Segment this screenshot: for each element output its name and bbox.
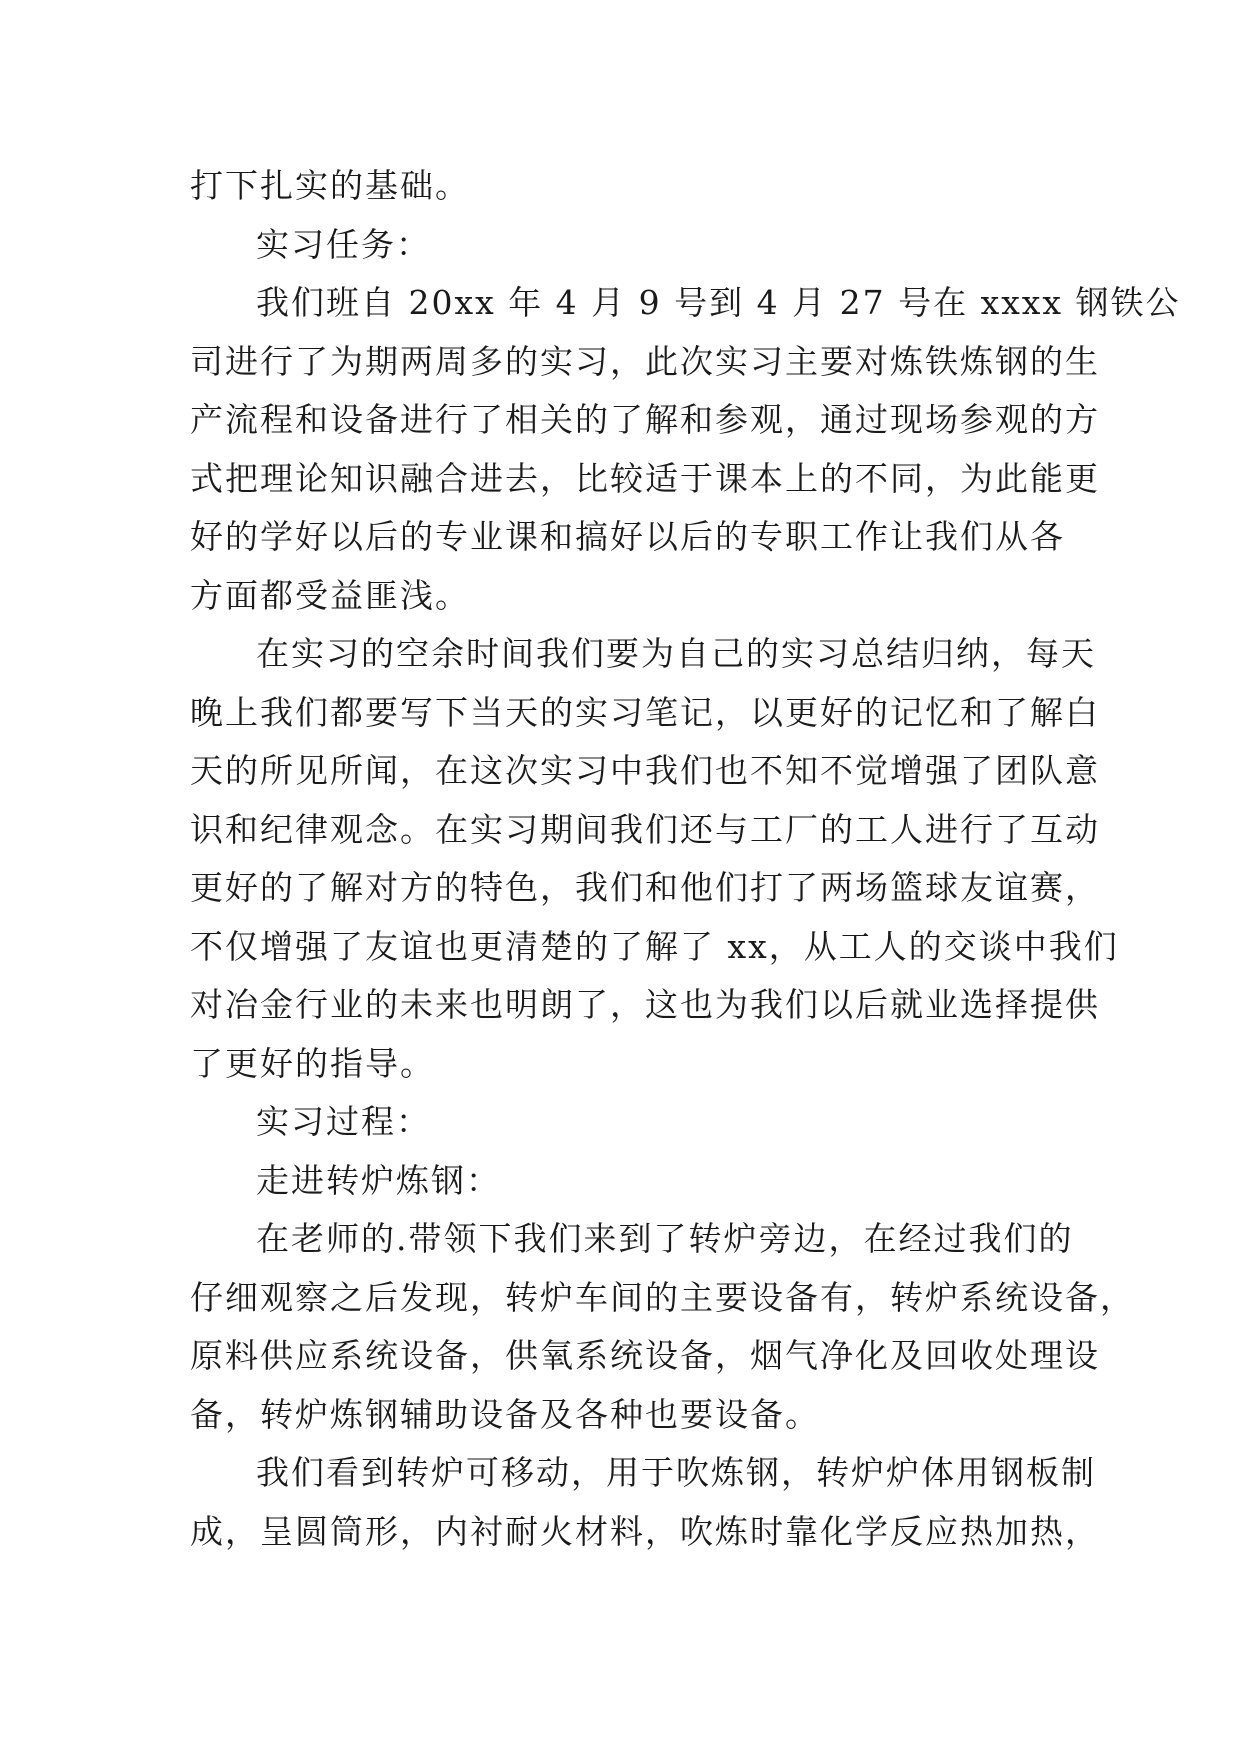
document-body [190,157,1181,1561]
text-line: 实习过程： [256,1102,431,1141]
text-line: 好的学好以后的专业课和搞好以后的专职工作让我们从各 [190,517,1065,556]
text-line: 方面都受益匪浅。 [190,575,470,615]
text-line: 对冶金行业的未来也明朗了，这也为我们以后就业选择提供 [190,985,1100,1024]
text-line: 天的所见所闻，在这次实习中我们也不知不觉增强了团队意 [190,751,1100,790]
text-line: 打下扎实的基础。 [190,166,470,205]
text-line: 在老师的.带领下我们来到了转炉旁边，在经过我们的 [256,1219,1074,1258]
text-line: 不仅增强了友谊也更清楚的了解了 xx，从工人的交谈中我们 [190,926,1119,966]
text-line: 备，转炉炼钢辅助设备及各种也要设备。 [190,1394,820,1434]
text-line: 我们看到转炉可移动，用于吹炼钢，转炉炉体用钢板制 [256,1453,1096,1492]
text-line: 识和纪律观念。在实习期间我们还与工厂的工人进行了互动 [190,809,1100,849]
text-line: 式把理论知识融合进去，比较适于课本上的不同，为此能更 [190,458,1100,498]
text-line: 实习任务： [256,224,431,264]
text-line: 仔细观察之后发现，转炉车间的主要设备有，转炉系统设备， [190,1277,1135,1317]
text-line: 在实习的空余时间我们要为自己的实习总结归纳，每天 [256,634,1096,673]
text-line: 了更好的指导。 [190,1043,435,1083]
text-line: 司进行了为期两周多的实习，此次实习主要对炼铁炼钢的生 [190,341,1100,381]
text-line: 成，呈圆筒形，内衬耐火材料，吹炼时靠化学反应热加热， [190,1511,1100,1551]
text-line: 更好的了解对方的特色，我们和他们打了两场篮球友谊赛， [190,868,1100,907]
text-line: 我们班自 20xx 年 4 月 9 号到 4 月 27 号在 xxxx 钢铁公 [256,283,1181,322]
text-line: 走进转炉炼钢： [256,1160,501,1200]
text-line: 产流程和设备进行了相关的了解和参观，通过现场参观的方 [190,400,1100,439]
text-line: 晚上我们都要写下当天的实习笔记，以更好的记忆和了解白 [190,692,1100,732]
text-line: 原料供应系统设备，供氧系统设备，烟气净化及回收处理设 [190,1336,1100,1375]
